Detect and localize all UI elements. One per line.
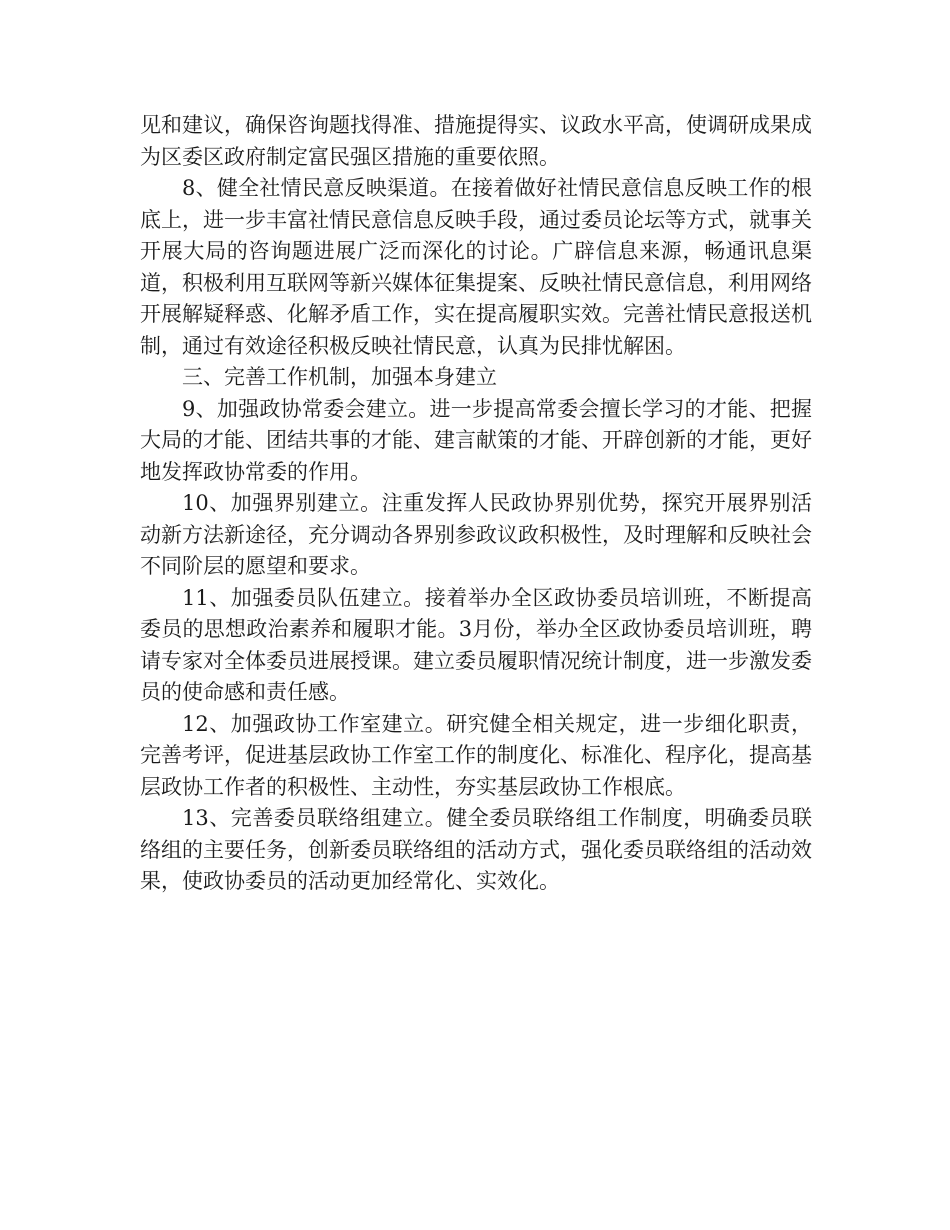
paragraph-continuation: 见和建议，确保咨询题找得准、措施提得实、议政水平高，使调研成果成为区委区政府制定富民强区措施的重要依照。 — [140, 113, 812, 169]
paragraph-item-10: 10、加强界别建立。注重发挥人民政协界别优势，探究开展界别活动新方法新途径，充分调动各界别参政议政积极性，及时理解和反映社会不同阶层的愿望和要求。 — [140, 491, 812, 578]
section-heading-3: 三、完善工作机制，加强本身建立 — [182, 365, 497, 389]
paragraph-item-13: 13、完善委员联络组建立。健全委员联络组工作制度，明确委员联络组的主要任务，创新委员联络组的活动方式，强化委员联络组的活动效果，使政协委员的活动更加经常化、实效化。 — [140, 806, 812, 893]
document-body — [140, 110, 812, 898]
paragraph-item-9: 9、加强政协常委会建立。进一步提高常委会擅长学习的才能、把握大局的才能、团结共事的才能、建言献策的才能、开辟创新的才能，更好地发挥政协常委的作用。 — [140, 396, 812, 484]
paragraph-item-8: 8、健全社情民意反映渠道。在接着做好社情民意信息反映工作的根底上，进一步丰富社情民意信息反映手段，通过委员论坛等方式，就事关开展大局的咨询题进展广泛而深化的讨论。广辟信息来源，畅通讯息渠道，积极利用互联网等新兴媒体征集提案、反映社情民意信息，利用网络开展解疑释惑、化解矛盾工作，实在提高履职实效。完善社情民意报送机制，通过有效途径积极反映社情民意，认真为民排忧解困。 — [140, 176, 812, 358]
paragraph-item-11: 11、加强委员队伍建立。接着举办全区政协委员培训班，不断提高委员的思想政治素养和履职才能。3月份，举办全区政协委员培训班，聘请专家对全体委员进展授课。建立委员履职情况统计制度，进一步激发委员的使命感和责任感。 — [140, 585, 812, 704]
paragraph-item-12: 12、加强政协工作室建立。研究健全相关规定，进一步细化职责，完善考评，促进基层政协工作室工作的制度化、标准化、程序化，提高基层政协工作者的积极性、主动性，夯实基层政协工作根底。 — [140, 711, 812, 799]
